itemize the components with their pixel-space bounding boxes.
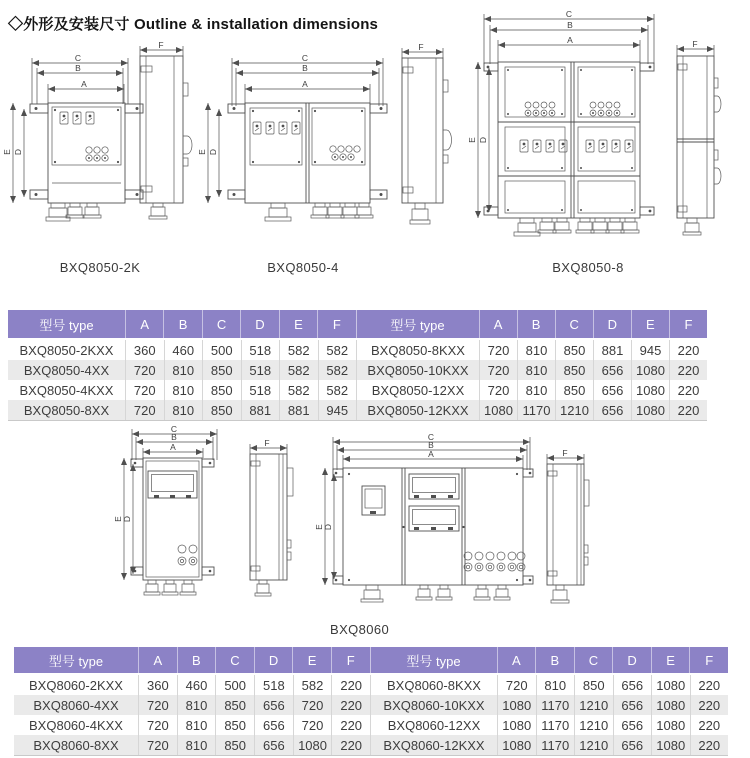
dim-c-cell: 850 xyxy=(215,715,254,735)
dim-d-cell: 881 xyxy=(593,340,631,360)
dim-f-cell: 945 xyxy=(318,400,357,420)
dim-label-c: C xyxy=(170,424,178,434)
col-header-a: A xyxy=(125,310,163,338)
dim-f-cell: 220 xyxy=(669,380,707,400)
dim-d-cell: 656 xyxy=(613,715,652,735)
dim-label-c: C xyxy=(74,53,82,63)
dim-label-a: A xyxy=(428,449,434,459)
dim-label-f: F xyxy=(562,448,568,458)
dim-e-cell: 582 xyxy=(279,380,318,400)
table-header-row xyxy=(14,647,728,673)
table-row xyxy=(371,675,728,695)
dim-a-cell: 1080 xyxy=(497,735,536,755)
button-icons xyxy=(86,147,108,161)
dim-a-cell: 360 xyxy=(125,340,164,360)
dim-c-cell: 850 xyxy=(202,400,241,420)
dim-a-cell: 720 xyxy=(479,360,517,380)
dim-d-cell: 656 xyxy=(613,695,652,715)
model-type-cell: BXQ8050-12XX xyxy=(371,382,465,398)
dim-c-cell: 850 xyxy=(202,360,241,380)
button-icons xyxy=(178,545,197,565)
dim-a-cell: 720 xyxy=(125,380,164,400)
dim-d-cell: 656 xyxy=(593,360,631,380)
dim-label-e: E xyxy=(467,137,477,143)
dim-d-cell: 656 xyxy=(593,400,631,420)
dim-label-f: F xyxy=(264,438,270,448)
dim-label-d: D xyxy=(208,148,218,156)
dim-f-cell: 220 xyxy=(669,340,707,360)
col-header-b: B xyxy=(535,647,574,673)
dim-d-cell: 518 xyxy=(241,360,280,380)
table-row xyxy=(14,675,370,695)
dim-label-a: A xyxy=(170,442,176,452)
dim-c-cell: 850 xyxy=(555,360,593,380)
table-row xyxy=(357,400,707,420)
dim-a-cell: 720 xyxy=(138,715,177,735)
cable-glands xyxy=(265,203,373,221)
dim-label-d: D xyxy=(122,515,132,523)
dim-b-cell: 810 xyxy=(164,380,203,400)
dim-e-cell: 1080 xyxy=(651,695,690,715)
table-row xyxy=(371,695,728,715)
bxq8060-outline-drawings xyxy=(0,420,750,620)
dim-e-cell: 1080 xyxy=(293,735,332,755)
button-icons xyxy=(330,146,360,160)
bxq8060-side-view xyxy=(547,448,589,603)
dim-a-cell: 1080 xyxy=(479,400,517,420)
dim-d-cell: 518 xyxy=(241,340,280,360)
dim-c-cell: 850 xyxy=(555,340,593,360)
dim-b-cell: 460 xyxy=(164,340,203,360)
dim-e-cell: 582 xyxy=(293,675,332,695)
cable-glands xyxy=(144,580,196,595)
col-header-c: C xyxy=(574,647,613,673)
dim-label-a: A xyxy=(302,79,308,89)
col-header-f: F xyxy=(669,310,707,338)
table-row xyxy=(8,360,356,380)
dim-f-cell: 220 xyxy=(690,715,729,735)
dim-e-cell: 582 xyxy=(279,340,318,360)
dim-label-b: B xyxy=(171,432,177,442)
bxq8050-8-front-view xyxy=(467,9,654,236)
table-row xyxy=(357,340,707,360)
dim-c-cell: 850 xyxy=(202,380,241,400)
cable-glands xyxy=(514,218,639,236)
dim-a-cell: 720 xyxy=(138,735,177,755)
page-title: ◇外形及安装尺寸 Outline & installation dimensions xyxy=(8,16,379,33)
table-row xyxy=(8,380,356,400)
col-header-d: D xyxy=(612,647,651,673)
col-header-e: E xyxy=(279,310,317,338)
table-header-row xyxy=(8,310,707,338)
dim-d-cell: 656 xyxy=(254,695,293,715)
dim-a-cell: 720 xyxy=(497,675,536,695)
col-header-e: E xyxy=(292,647,331,673)
dim-e-cell: 1080 xyxy=(631,380,669,400)
display-windows xyxy=(409,474,459,531)
display-window xyxy=(148,471,197,498)
dim-e-cell: 945 xyxy=(631,340,669,360)
dim-label-a: A xyxy=(567,35,573,45)
col-header-b: B xyxy=(517,310,555,338)
dim-f-cell: 220 xyxy=(690,675,729,695)
col-header-d: D xyxy=(254,647,293,673)
dim-c-cell: 1210 xyxy=(574,695,613,715)
table-row xyxy=(8,400,356,420)
dim-b-cell: 810 xyxy=(177,715,216,735)
model-type-cell: BXQ8050-4KXX xyxy=(19,382,114,398)
dim-e-cell: 720 xyxy=(293,695,332,715)
dim-label-b: B xyxy=(428,440,434,450)
button-icons xyxy=(525,102,620,116)
col-header-e: E xyxy=(651,647,690,673)
dim-c-cell: 1210 xyxy=(555,400,593,420)
bxq8050-8-side-view xyxy=(677,39,721,235)
dim-b-cell: 810 xyxy=(517,340,555,360)
dim-c-cell: 850 xyxy=(215,695,254,715)
dim-d-cell: 656 xyxy=(254,735,293,755)
model-type-cell: BXQ8050-4XX xyxy=(23,362,110,378)
col-header-type: 型号 type xyxy=(39,317,94,333)
col-header-a: A xyxy=(497,647,536,673)
dim-c-cell: 500 xyxy=(202,340,241,360)
dim-c-cell: 1210 xyxy=(574,735,613,755)
dim-b-cell: 460 xyxy=(177,675,216,695)
bxq8050-2k-front-view xyxy=(2,53,143,221)
model-type-cell: BXQ8060-8XX xyxy=(33,737,119,753)
dim-f-cell: 220 xyxy=(331,735,370,755)
dim-label-a: A xyxy=(81,79,87,89)
dim-label-e: E xyxy=(2,149,12,155)
model-type-cell: BXQ8050-8XX xyxy=(23,402,110,418)
bxq8050-4-side-view xyxy=(402,42,452,224)
bxq8050-4-front-view xyxy=(197,53,387,221)
dim-b-cell: 810 xyxy=(164,400,203,420)
col-header-type: 型号 type xyxy=(390,317,445,333)
dim-c-cell: 850 xyxy=(215,735,254,755)
dim-label-c: C xyxy=(565,9,573,19)
dim-e-cell: 582 xyxy=(279,360,318,380)
dim-f-cell: 220 xyxy=(669,400,707,420)
table-row xyxy=(371,715,728,735)
model-type-cell: BXQ8060-4XX xyxy=(33,697,119,713)
dim-d-cell: 656 xyxy=(613,675,652,695)
dim-d-cell: 518 xyxy=(241,380,280,400)
model-type-cell: BXQ8050-10KXX xyxy=(367,362,469,378)
drawing-caption-bxq8050-4: BXQ8050-4 xyxy=(267,260,339,275)
bxq8050-dimension-table xyxy=(8,310,707,421)
bxq8060-2k-front-view xyxy=(113,424,217,595)
dim-d-cell: 656 xyxy=(254,715,293,735)
dim-e-cell: 1080 xyxy=(651,715,690,735)
table-row xyxy=(14,715,370,735)
model-type-cell: BXQ8060-2KXX xyxy=(29,677,123,693)
dim-c-cell: 1210 xyxy=(574,715,613,735)
dim-f-cell: 220 xyxy=(690,695,729,715)
dim-a-cell: 720 xyxy=(125,400,164,420)
dim-d-cell: 656 xyxy=(613,735,652,755)
model-type-cell: BXQ8060-12XX xyxy=(387,717,481,733)
dim-label-f: F xyxy=(418,42,424,52)
dim-b-cell: 810 xyxy=(177,695,216,715)
dim-b-cell: 810 xyxy=(164,360,203,380)
dim-f-cell: 582 xyxy=(318,360,357,380)
switch-icons xyxy=(520,140,633,152)
dim-c-cell: 850 xyxy=(574,675,613,695)
table-row xyxy=(8,340,356,360)
dim-f-cell: 220 xyxy=(331,715,370,735)
drawing-caption-bxq8050-2k: BXQ8050-2K xyxy=(59,260,141,275)
dim-b-cell: 810 xyxy=(517,360,555,380)
table-row xyxy=(357,380,707,400)
dim-label-b: B xyxy=(567,20,573,30)
dim-b-cell: 1170 xyxy=(536,715,575,735)
col-header-c: C xyxy=(215,647,254,673)
dim-f-cell: 220 xyxy=(331,695,370,715)
table-row xyxy=(14,735,370,755)
dim-e-cell: 1080 xyxy=(651,675,690,695)
table-row xyxy=(14,695,370,715)
cable-glands xyxy=(361,585,510,602)
dim-e-cell: 1080 xyxy=(651,735,690,755)
drawing-caption-bxq8060: BXQ8060 xyxy=(330,622,390,637)
bxq8060-front-view xyxy=(314,432,533,602)
dim-label-c: C xyxy=(427,432,435,442)
col-header-e: E xyxy=(631,310,669,338)
dim-d-cell: 881 xyxy=(241,400,280,420)
switch-icons xyxy=(253,122,300,134)
dim-label-b: B xyxy=(302,63,308,73)
switch-icons xyxy=(60,112,94,124)
dim-label-b: B xyxy=(75,63,81,73)
model-type-cell: BXQ8060-12KXX xyxy=(383,737,485,753)
dim-f-cell: 582 xyxy=(318,340,357,360)
bxq8060-2k-side-view xyxy=(250,438,293,596)
dim-c-cell: 500 xyxy=(215,675,254,695)
meter-window xyxy=(362,486,385,515)
dim-a-cell: 1080 xyxy=(497,695,536,715)
dim-d-cell: 656 xyxy=(593,380,631,400)
dim-b-cell: 1170 xyxy=(517,400,555,420)
table-row xyxy=(357,360,707,380)
dim-b-cell: 810 xyxy=(536,675,575,695)
model-type-cell: BXQ8050-8KXX xyxy=(371,342,465,358)
button-icons xyxy=(464,552,525,571)
col-header-type: 型号 type xyxy=(406,653,461,669)
dim-label-d: D xyxy=(323,523,333,531)
dim-b-cell: 1170 xyxy=(536,695,575,715)
dim-label-e: E xyxy=(197,149,207,155)
dim-label-c: C xyxy=(301,53,309,63)
dim-label-e: E xyxy=(113,516,123,522)
col-header-f: F xyxy=(331,647,370,673)
dim-a-cell: 720 xyxy=(479,380,517,400)
dim-label-d: D xyxy=(478,136,488,144)
dim-f-cell: 220 xyxy=(331,675,370,695)
col-header-d: D xyxy=(240,310,278,338)
col-header-f: F xyxy=(689,647,728,673)
model-type-cell: BXQ8050-2KXX xyxy=(19,342,114,358)
col-header-c: C xyxy=(202,310,240,338)
drawing-caption-bxq8050-8: BXQ8050-8 xyxy=(552,260,624,275)
dim-a-cell: 360 xyxy=(138,675,177,695)
dim-label-d: D xyxy=(13,148,23,156)
dim-b-cell: 1170 xyxy=(536,735,575,755)
col-header-a: A xyxy=(479,310,517,338)
model-type-cell: BXQ8050-12KXX xyxy=(367,402,469,418)
dim-b-cell: 810 xyxy=(517,380,555,400)
dim-e-cell: 1080 xyxy=(631,400,669,420)
model-type-cell: BXQ8060-4KXX xyxy=(29,717,123,733)
dim-a-cell: 720 xyxy=(138,695,177,715)
dim-e-cell: 1080 xyxy=(631,360,669,380)
col-header-b: B xyxy=(177,647,216,673)
cable-glands xyxy=(46,203,101,221)
dim-c-cell: 850 xyxy=(555,380,593,400)
dim-e-cell: 881 xyxy=(279,400,318,420)
col-header-a: A xyxy=(138,647,177,673)
dim-e-cell: 720 xyxy=(293,715,332,735)
dim-a-cell: 720 xyxy=(479,340,517,360)
dim-f-cell: 220 xyxy=(669,360,707,380)
bxq8060-dimension-table xyxy=(14,647,728,756)
table-row xyxy=(371,735,728,755)
model-type-cell: BXQ8060-8KXX xyxy=(387,677,481,693)
dim-b-cell: 810 xyxy=(177,735,216,755)
col-header-d: D xyxy=(593,310,631,338)
dim-a-cell: 1080 xyxy=(497,715,536,735)
dim-f-cell: 582 xyxy=(318,380,357,400)
model-type-cell: BXQ8060-10KXX xyxy=(383,697,485,713)
dim-a-cell: 720 xyxy=(125,360,164,380)
bxq8050-2k-side-view xyxy=(140,40,192,219)
col-header-f: F xyxy=(317,310,355,338)
dim-f-cell: 220 xyxy=(690,735,729,755)
dim-d-cell: 518 xyxy=(254,675,293,695)
dim-label-e: E xyxy=(314,524,324,530)
dim-label-f: F xyxy=(692,39,698,49)
col-header-b: B xyxy=(163,310,201,338)
col-header-type: 型号 type xyxy=(48,653,104,669)
dim-label-f: F xyxy=(158,40,164,50)
col-header-c: C xyxy=(555,310,593,338)
